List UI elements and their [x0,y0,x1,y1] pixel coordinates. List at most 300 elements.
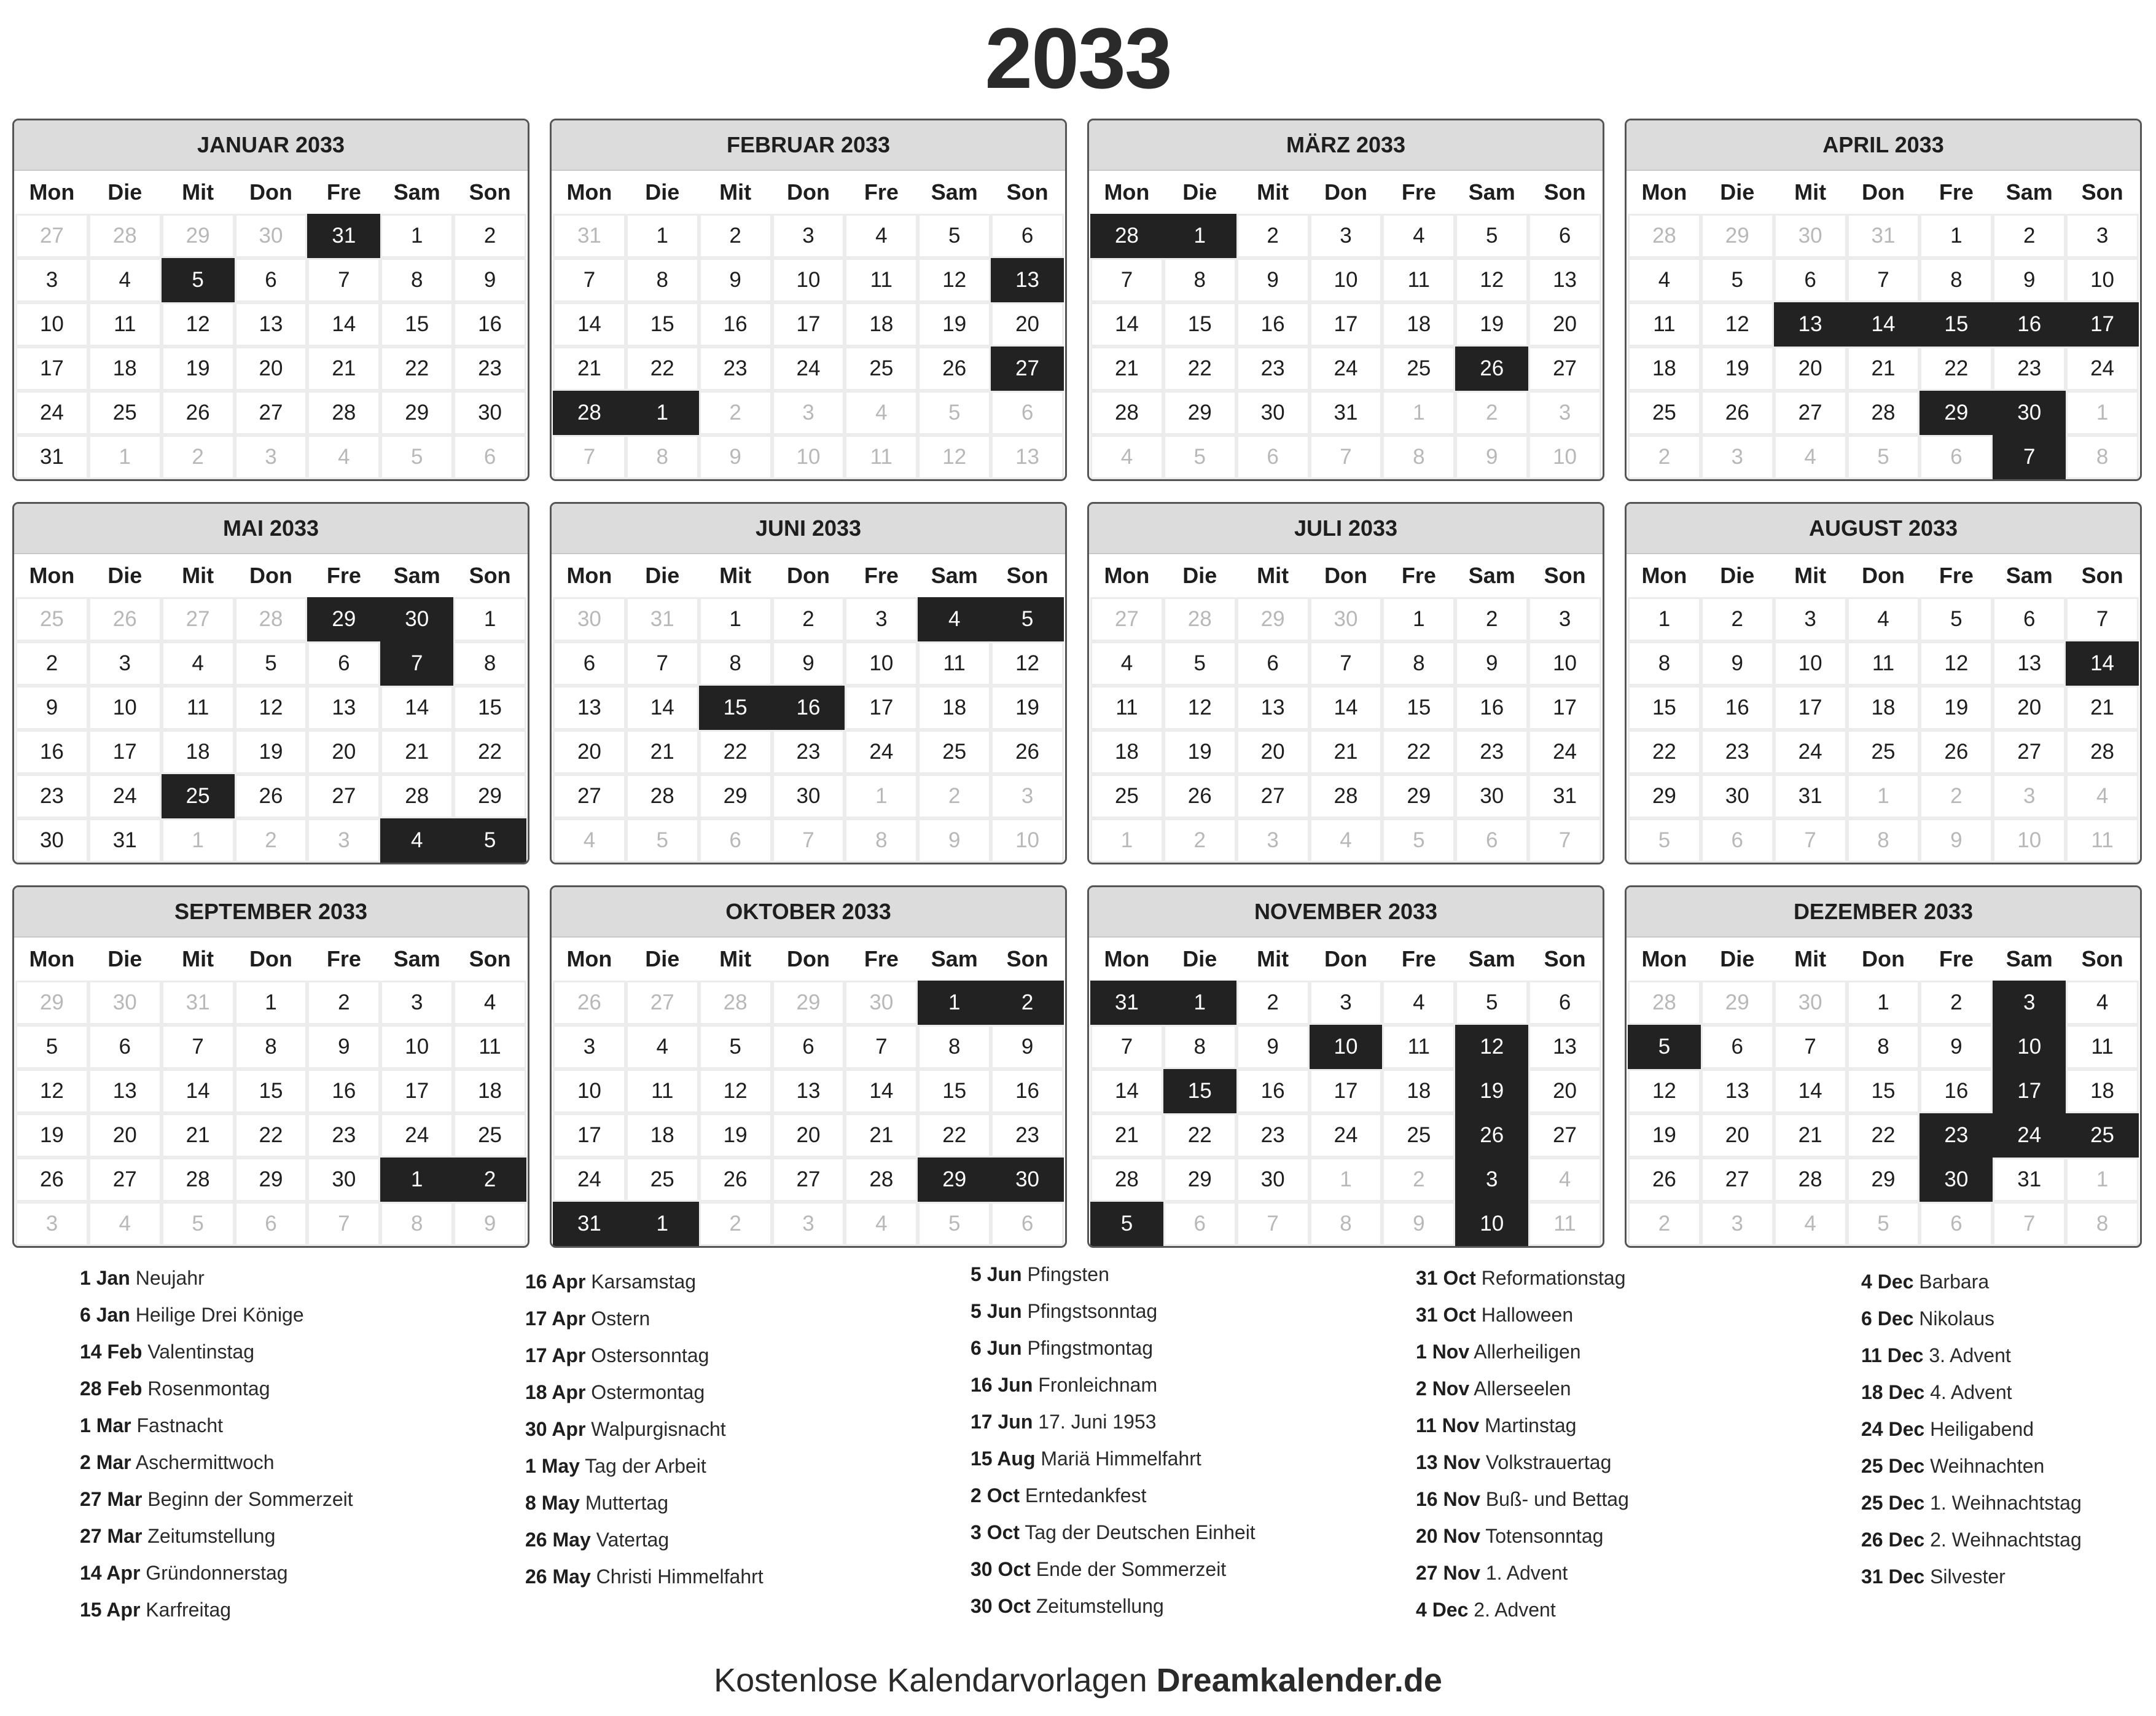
day-cell-other-month: 1 [2068,1159,2137,1200]
weekday-header: Son [2081,563,2123,588]
month-title: MÄRZ 2033 [1089,120,1603,171]
holiday-name: Ostersonntag [591,1344,709,1366]
day-cell-other-month: 1 [90,437,160,477]
day-cell: 9 [1238,260,1308,300]
day-cell: 20 [1530,1071,1599,1111]
day-cell: 1 [382,216,451,256]
holiday-date: 2 Nov [1416,1377,1470,1400]
holiday-entry [1861,1411,2156,1448]
day-cell: 6 [774,1027,843,1067]
day-cell: 28 [382,776,451,817]
day-cell-highlighted: 30 [1994,393,2064,433]
weekday-header: Mon [29,946,75,971]
day-cell-other-month: 6 [993,393,1062,433]
day-cell: 16 [993,1071,1062,1111]
day-cell-other-month: 6 [1921,1204,1991,1244]
day-cell: 24 [1311,348,1381,389]
day-cell: 3 [555,1027,624,1067]
day-cell: 21 [846,1115,916,1156]
day-cell: 31 [1530,776,1599,817]
day-cell: 11 [628,1071,697,1111]
weekday-header: Mon [29,563,75,588]
month-grid [14,171,528,479]
weekday-header: Mon [1104,563,1150,588]
day-cell: 6 [90,1027,160,1067]
day-cell: 11 [1092,688,1162,728]
day-cell-other-month: 9 [1384,1204,1453,1244]
weekday-header: Don [1324,946,1367,971]
day-cell: 10 [774,260,843,300]
holiday-name: Heiligabend [1930,1418,2034,1440]
day-cell: 6 [309,643,378,684]
day-cell: 4 [1384,216,1453,256]
day-cell: 20 [90,1115,160,1156]
day-cell-highlighted: 1 [1165,982,1235,1023]
day-cell-other-month: 29 [1703,216,1772,256]
day-cell: 3 [1776,599,1845,640]
day-cell: 2 [455,216,525,256]
day-cell: 12 [1165,688,1235,728]
day-cell: 27 [555,776,624,817]
holiday-name: Beginn der Sommerzeit [147,1488,353,1510]
holiday-date: 18 Apr [525,1381,586,1403]
day-cell: 27 [236,393,306,433]
holiday-date: 11 Nov [1416,1414,1480,1436]
month-title: DEZEMBER 2033 [1627,887,2140,938]
day-cell-highlighted: 4 [382,820,451,861]
day-cell-highlighted: 28 [555,393,624,433]
day-cell-other-month: 6 [1703,820,1772,861]
day-cell-other-month: 4 [555,820,624,861]
month-calendar [550,119,1067,481]
holiday-name: 2. Advent [1474,1599,1556,1621]
weekday-header: Son [1006,946,1049,971]
day-cell-other-month: 4 [1092,437,1162,477]
day-cell: 4 [846,216,916,256]
day-cell: 21 [163,1115,233,1156]
day-cell: 3 [846,599,916,640]
day-cell: 23 [1703,732,1772,772]
weekday-header: Son [1006,179,1049,205]
holiday-name: Martinstag [1485,1414,1577,1436]
day-cell-highlighted: 30 [993,1159,1062,1200]
day-cell: 21 [1849,348,1918,389]
day-cell-highlighted: 2 [993,982,1062,1023]
weekday-header: Sam [393,946,440,971]
day-cell: 20 [1776,348,1845,389]
holiday-entry [80,1370,473,1407]
day-cell: 8 [1921,260,1991,300]
day-cell-other-month: 29 [1238,599,1308,640]
day-cell: 9 [1703,643,1772,684]
day-cell: 10 [1776,643,1845,684]
holiday-name: Neujahr [135,1267,205,1289]
day-cell-other-month: 3 [1530,393,1599,433]
day-cell-other-month: 28 [1630,216,1699,256]
day-cell: 18 [1384,1071,1453,1111]
day-cell-other-month: 9 [920,820,989,861]
day-cell: 13 [774,1071,843,1111]
day-cell-other-month: 28 [90,216,160,256]
day-cell: 24 [1530,732,1599,772]
day-cell: 21 [628,732,697,772]
day-cell: 22 [1849,1115,1918,1156]
weekday-header: Sam [931,946,978,971]
day-cell: 12 [701,1071,770,1111]
holiday-date: 31 Oct [1416,1267,1476,1289]
day-cell: 4 [1849,599,1918,640]
day-cell-other-month: 30 [90,982,160,1023]
day-cell: 21 [1092,348,1162,389]
holiday-name: Rosenmontag [147,1377,270,1400]
weekday-header: Sam [2006,946,2053,971]
holiday-date: 26 May [525,1565,591,1588]
day-cell: 31 [17,437,87,477]
holiday-entry [1416,1260,1809,1296]
holiday-entry [1861,1558,2156,1595]
day-cell: 24 [774,348,843,389]
day-cell: 14 [1092,304,1162,345]
day-cell-highlighted: 10 [1457,1204,1526,1244]
weekday-header: Son [2081,179,2123,205]
day-cell: 28 [309,393,378,433]
day-cell: 25 [1092,776,1162,817]
day-cell: 6 [236,260,306,300]
day-cell: 9 [455,260,525,300]
day-cell: 19 [236,732,306,772]
holiday-date: 25 Dec [1861,1455,1925,1477]
day-cell: 6 [1530,982,1599,1023]
day-cell: 14 [309,304,378,345]
day-cell: 2 [1703,599,1772,640]
day-cell: 19 [163,348,233,389]
holiday-entry [1416,1370,1809,1407]
day-cell-other-month: 7 [774,820,843,861]
day-cell-highlighted: 3 [1994,982,2064,1023]
day-cell: 20 [1238,732,1308,772]
day-cell: 7 [1311,643,1381,684]
holiday-name: Allerheiligen [1474,1341,1581,1363]
day-cell-other-month: 5 [1165,437,1235,477]
day-cell-other-month: 9 [701,437,770,477]
day-cell: 28 [1311,776,1381,817]
day-cell: 5 [1457,982,1526,1023]
holiday-date: 3 Oct [971,1521,1020,1543]
month-title: AUGUST 2033 [1627,504,2140,554]
weekday-header: Mon [1104,179,1150,205]
holiday-name: Gründonnerstag [146,1562,288,1584]
day-cell-other-month: 2 [163,437,233,477]
holiday-date: 8 May [525,1492,580,1514]
holiday-name: Nikolaus [1919,1307,1994,1330]
day-cell-highlighted: 1 [382,1159,451,1200]
day-cell: 12 [1457,260,1526,300]
holiday-date: 30 Oct [971,1558,1031,1580]
day-cell-other-month: 12 [920,437,989,477]
day-cell: 21 [2068,688,2137,728]
weekday-header: Mit [719,946,752,971]
holiday-entry [971,1440,1364,1477]
holiday-date: 27 Nov [1416,1562,1480,1584]
day-cell: 7 [309,260,378,300]
day-cell: 30 [774,776,843,817]
day-cell: 20 [1530,304,1599,345]
holiday-entry [80,1444,473,1481]
day-cell: 13 [236,304,306,345]
day-cell-other-month: 30 [555,599,624,640]
holiday-entry [525,1448,918,1484]
month-calendar [550,502,1067,864]
holiday-entry [1416,1481,1809,1518]
day-cell: 5 [1921,599,1991,640]
weekday-header: Mit [1257,179,1289,205]
weekday-header: Sam [2006,179,2053,205]
holiday-entry [971,1330,1364,1366]
holiday-date: 18 Dec [1861,1381,1925,1403]
day-cell: 21 [382,732,451,772]
day-cell: 17 [1311,304,1381,345]
day-cell-other-month: 8 [628,437,697,477]
day-cell: 23 [993,1115,1062,1156]
weekday-header: Don [1862,179,1905,205]
day-cell-other-month: 2 [1165,820,1235,861]
day-cell-other-month: 4 [846,393,916,433]
day-cell: 30 [1238,1159,1308,1200]
weekday-header: Mon [1641,179,1687,205]
day-cell-other-month: 9 [1457,437,1526,477]
month-title: JUNI 2033 [552,504,1065,554]
holiday-name: Christi Himmelfahrt [596,1565,764,1588]
day-cell: 15 [628,304,697,345]
weekday-header: Don [249,946,292,971]
weekday-header: Don [249,179,292,205]
weekday-header: Fre [1939,179,1974,205]
day-cell: 23 [774,732,843,772]
holiday-entry [1861,1521,2156,1558]
holiday-name: Muttertag [585,1492,668,1514]
day-cell: 13 [1530,260,1599,300]
holiday-date: 11 Dec [1861,1344,1924,1366]
day-cell-other-month: 28 [1165,599,1235,640]
weekday-header: Fre [1401,179,1436,205]
day-cell: 29 [1630,776,1699,817]
day-cell: 25 [846,348,916,389]
day-cell: 18 [163,732,233,772]
weekday-header: Son [1006,563,1049,588]
day-cell-highlighted: 5 [1630,1027,1699,1067]
weekday-header: Don [1324,179,1367,205]
weekday-header: Son [2081,946,2123,971]
day-cell-highlighted: 3 [1457,1159,1526,1200]
day-cell-other-month: 29 [774,982,843,1023]
holiday-date: 14 Feb [80,1341,143,1363]
day-cell: 12 [17,1071,87,1111]
holiday-entry [971,1366,1364,1403]
day-cell-other-month: 26 [90,599,160,640]
day-cell: 7 [555,260,624,300]
holiday-date: 6 Jun [971,1337,1022,1359]
weekday-header: Fre [1401,563,1436,588]
day-cell: 25 [1384,348,1453,389]
weekday-header: Sam [393,179,440,205]
month-calendar [1087,502,1604,864]
month-grid [14,938,528,1246]
day-cell: 8 [1630,643,1699,684]
holiday-entry [525,1484,918,1521]
holiday-name: 2. Weihnachtstag [1930,1529,2082,1551]
day-cell: 30 [455,393,525,433]
day-cell-other-month: 2 [236,820,306,861]
day-cell: 9 [774,643,843,684]
weekday-header: Die [1720,946,1755,971]
day-cell: 19 [701,1115,770,1156]
day-cell: 12 [993,643,1062,684]
month-calendar [12,119,529,481]
weekday-header: Son [1544,563,1586,588]
day-cell: 19 [1703,348,1772,389]
day-cell: 3 [774,216,843,256]
day-cell: 9 [993,1027,1062,1067]
weekday-header: Sam [2006,563,2053,588]
day-cell: 17 [774,304,843,345]
day-cell: 1 [1849,982,1918,1023]
day-cell-other-month: 4 [1530,1159,1599,1200]
day-cell: 26 [1165,776,1235,817]
holiday-name: Aschermittwoch [135,1451,275,1473]
day-cell-highlighted: 7 [382,643,451,684]
day-cell: 15 [1165,304,1235,345]
day-cell-other-month: 2 [701,393,770,433]
day-cell: 16 [701,304,770,345]
day-cell: 26 [701,1159,770,1200]
weekday-header: Sam [1468,946,1515,971]
day-cell: 24 [17,393,87,433]
day-cell-highlighted: 13 [1776,304,1845,345]
day-cell: 31 [1994,1159,2064,1200]
day-cell: 24 [90,776,160,817]
day-cell-other-month: 27 [1092,599,1162,640]
footer [0,1659,2156,1702]
day-cell: 28 [628,776,697,817]
holiday-date: 5 Jun [971,1263,1022,1285]
day-cell-other-month: 10 [774,437,843,477]
day-cell-other-month: 31 [628,599,697,640]
weekday-header: Fre [326,946,361,971]
month-grid [552,554,1065,863]
holiday-date: 26 May [525,1529,591,1551]
day-cell: 11 [1384,1027,1453,1067]
day-cell-highlighted: 12 [1457,1027,1526,1067]
day-cell: 3 [90,643,160,684]
day-cell: 1 [455,599,525,640]
holiday-name: Ostern [591,1307,650,1330]
weekday-header: Die [1182,946,1217,971]
holiday-name: Allerseelen [1474,1377,1571,1400]
day-cell-other-month: 27 [17,216,87,256]
day-cell-other-month: 5 [920,393,989,433]
day-cell: 17 [90,732,160,772]
holiday-entry [525,1411,918,1448]
day-cell-other-month: 6 [236,1204,306,1244]
day-cell: 14 [382,688,451,728]
day-cell-other-month: 4 [90,1204,160,1244]
month-title: NOVEMBER 2033 [1089,887,1603,938]
day-cell-other-month: 4 [1776,1204,1845,1244]
holiday-name: Halloween [1481,1304,1574,1326]
day-cell-highlighted: 17 [2068,304,2137,345]
day-cell-other-month: 10 [1994,820,2064,861]
day-cell: 7 [1092,1027,1162,1067]
weekday-header: Fre [326,179,361,205]
day-cell: 28 [1776,1159,1845,1200]
day-cell: 13 [1703,1071,1772,1111]
day-cell-highlighted: 29 [920,1159,989,1200]
day-cell: 12 [163,304,233,345]
day-cell: 1 [236,982,306,1023]
day-cell: 2 [1457,599,1526,640]
day-cell: 31 [1776,776,1845,817]
day-cell: 7 [2068,599,2137,640]
holiday-entry [1416,1407,1809,1444]
holiday-date: 15 Aug [971,1448,1036,1470]
day-cell: 6 [1776,260,1845,300]
day-cell: 29 [236,1159,306,1200]
day-cell: 6 [1530,216,1599,256]
holiday-date: 14 Apr [80,1562,141,1584]
day-cell-highlighted: 23 [1921,1115,1991,1156]
day-cell: 27 [1238,776,1308,817]
day-cell: 20 [236,348,306,389]
holiday-date: 2 Oct [971,1484,1020,1506]
holiday-name: Fronleichnam [1038,1374,1158,1396]
day-cell: 8 [1165,1027,1235,1067]
day-cell: 3 [2068,216,2137,256]
day-cell-other-month: 30 [1776,982,1845,1023]
day-cell: 3 [1311,982,1381,1023]
day-cell: 3 [382,982,451,1023]
day-cell-other-month: 31 [555,216,624,256]
day-cell: 12 [1703,304,1772,345]
day-cell: 25 [90,393,160,433]
day-cell-other-month: 30 [846,982,916,1023]
day-cell: 16 [1238,304,1308,345]
day-cell: 7 [1776,1027,1845,1067]
day-cell: 19 [17,1115,87,1156]
day-cell-other-month: 8 [2068,1204,2137,1244]
holiday-entry [971,1477,1364,1514]
month-calendar [550,885,1067,1248]
day-cell: 27 [309,776,378,817]
day-cell-other-month: 6 [701,820,770,861]
day-cell: 22 [1921,348,1991,389]
day-cell-other-month: 11 [1530,1204,1599,1244]
day-cell: 15 [382,304,451,345]
month-calendar [12,885,529,1248]
day-cell: 15 [1630,688,1699,728]
day-cell: 18 [846,304,916,345]
weekday-header: Die [107,946,143,971]
day-cell: 3 [17,260,87,300]
day-cell-highlighted: 29 [1921,393,1991,433]
day-cell-other-month: 2 [1630,437,1699,477]
day-cell: 29 [701,776,770,817]
weekday-header: Don [787,946,830,971]
day-cell: 3 [1530,599,1599,640]
day-cell: 17 [846,688,916,728]
holiday-name: Reformationstag [1481,1267,1626,1289]
day-cell-highlighted: 1 [628,1204,697,1244]
day-cell: 5 [1165,643,1235,684]
